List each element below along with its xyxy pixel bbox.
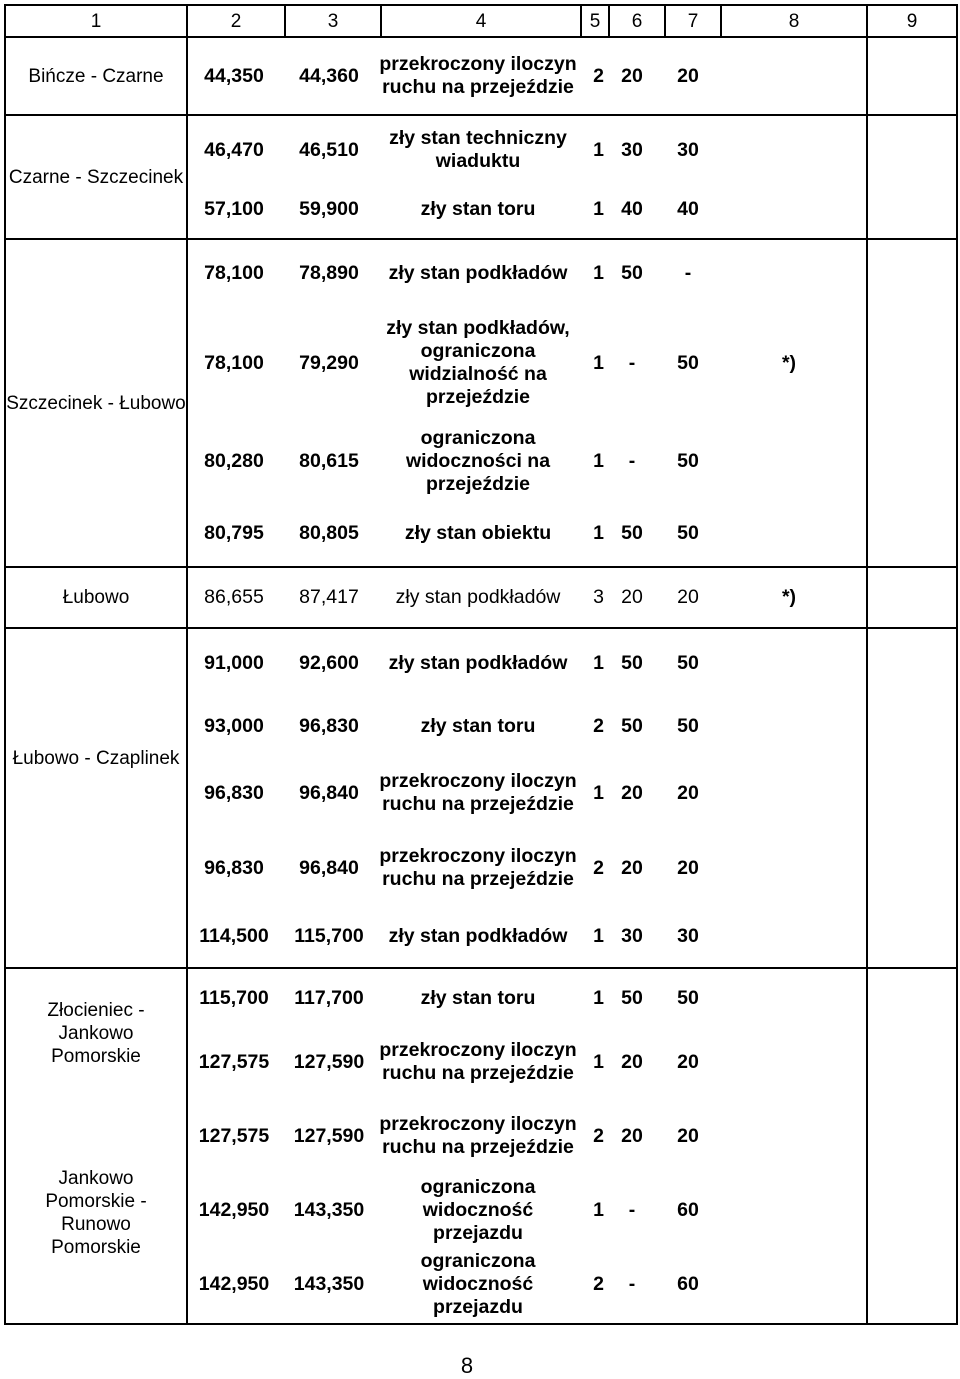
tracks: 2 (593, 64, 604, 87)
km-from: 86,655 (204, 586, 264, 608)
entry (188, 241, 866, 305)
tracks: 1 (593, 986, 604, 1009)
tracks: 1 (593, 351, 604, 374)
tracks: 1 (593, 924, 604, 947)
speed-1: - (628, 1198, 636, 1221)
km-from: 96,830 (204, 856, 264, 879)
empty-cell (867, 968, 957, 1324)
speed-1: 20 (621, 586, 643, 608)
km-to: 59,900 (299, 197, 359, 220)
km-from: 115,700 (199, 986, 269, 1009)
km-to: 143,350 (293, 1272, 365, 1295)
speed-1: 30 (621, 924, 643, 947)
header-cell: 1 (5, 5, 187, 37)
entry (188, 569, 866, 626)
entry (188, 118, 866, 182)
reason: zły stan toru (420, 714, 536, 737)
empty-cell (867, 567, 957, 628)
entry (188, 1247, 866, 1321)
speed-2: 50 (677, 714, 699, 737)
header-row (5, 5, 957, 37)
speed-1: 20 (621, 64, 643, 87)
reason: ograniczona widoczność przejazdu (420, 1249, 536, 1318)
speed-2: 30 (677, 924, 699, 947)
km-to: 92,600 (299, 651, 359, 674)
entry (188, 1025, 866, 1099)
speed-2: - (684, 261, 692, 284)
km-from: 46,470 (204, 138, 264, 161)
speed-1: 20 (621, 1050, 643, 1073)
entry (188, 501, 866, 565)
entry (188, 1099, 866, 1173)
reason: zły stan podkładów (388, 261, 568, 284)
entry (188, 1173, 866, 1247)
section-name: Bińcze - Czarne (5, 37, 187, 115)
km-to: 117,700 (294, 986, 364, 1009)
entries-cell (187, 567, 867, 628)
reason: zły stan obiektu (404, 521, 552, 544)
reason: przekroczony iloczyn ruchu na przejeździe (379, 845, 577, 890)
tracks: 1 (593, 781, 604, 804)
entry (188, 756, 866, 830)
empty-cell (867, 115, 957, 239)
header-cell: 5 (581, 5, 609, 37)
km-from: 80,795 (204, 521, 264, 544)
header-cell: 8 (721, 5, 867, 37)
reason: zły stan podkładów (395, 586, 561, 608)
km-to: 127,590 (293, 1050, 365, 1073)
speed-2: 50 (677, 449, 699, 472)
entry (188, 906, 866, 966)
header-cell: 2 (187, 5, 285, 37)
km-from: 93,000 (204, 714, 264, 737)
header-cell: 9 (867, 5, 957, 37)
km-to: 79,290 (299, 351, 359, 374)
table-row (5, 37, 957, 115)
section-name: Czarne - Szczecinek (5, 115, 187, 239)
empty-cell (867, 628, 957, 968)
km-from: 57,100 (204, 197, 264, 220)
entries-cell (187, 239, 867, 567)
speed-2: 60 (677, 1198, 699, 1221)
km-from: 142,950 (198, 1272, 270, 1295)
km-from: 96,830 (204, 781, 264, 804)
section-name: Jankowo Pomorskie - Runowo Pomorskie (45, 1168, 147, 1258)
reason: zły stan techniczny wiaduktu (389, 127, 567, 172)
header-cell: 3 (285, 5, 381, 37)
speed-2: 30 (677, 138, 699, 161)
table-row (5, 239, 957, 567)
entry (188, 971, 866, 1025)
entries-cell (187, 628, 867, 968)
km-to: 96,830 (299, 714, 359, 737)
entry (188, 421, 866, 501)
speed-2: 50 (677, 521, 699, 544)
tracks: 1 (593, 197, 604, 220)
entry (188, 39, 866, 113)
speed-2: 20 (677, 1050, 699, 1073)
speed-1: 20 (621, 1124, 643, 1147)
empty-cell (867, 37, 957, 115)
km-from: 80,280 (204, 449, 264, 472)
speed-2: 20 (677, 1124, 699, 1147)
speed-2: 20 (677, 586, 699, 608)
entries-cell (187, 37, 867, 115)
km-to: 96,840 (299, 781, 359, 804)
tracks: 1 (593, 521, 604, 544)
speed-1: 20 (621, 781, 643, 804)
km-from: 114,500 (199, 924, 269, 947)
km-to: 143,350 (293, 1198, 365, 1221)
reason: zły stan podkładów (388, 651, 568, 674)
reason: ograniczona widoczność przejazdu (420, 1175, 536, 1244)
km-from: 44,350 (204, 64, 264, 87)
section-name: Łubowo (5, 567, 187, 628)
km-from: 91,000 (204, 651, 264, 674)
km-from: 127,575 (198, 1124, 270, 1147)
reason: ograniczona widoczności na przejeździe (405, 426, 551, 495)
km-to: 80,615 (299, 449, 359, 472)
speed-2: 50 (677, 986, 699, 1009)
table-row (5, 115, 957, 239)
reason: zły stan toru (420, 986, 536, 1009)
tracks: 2 (593, 714, 604, 737)
reason: przekroczony iloczyn ruchu na przejeździe (379, 53, 577, 98)
speed-1: 30 (621, 138, 643, 161)
empty-cell (867, 239, 957, 567)
speed-2: 50 (677, 651, 699, 674)
reason: przekroczony iloczyn ruchu na przejeździe (379, 1039, 577, 1084)
km-to: 115,700 (294, 924, 364, 947)
reason: przekroczony iloczyn ruchu na przejeździe (379, 770, 577, 815)
speed-2: 50 (677, 351, 699, 374)
tracks: 3 (593, 586, 604, 608)
km-from: 127,575 (198, 1050, 270, 1073)
entries-cell (187, 115, 867, 239)
table-row (5, 628, 957, 968)
section-name: Szczecinek - Łubowo (5, 239, 187, 567)
km-to: 96,840 (299, 856, 359, 879)
section-name: Złocieniec - Jankowo Pomorskie (47, 1000, 145, 1067)
note: *) (781, 351, 797, 374)
table-row (5, 968, 957, 1324)
tracks: 2 (593, 1124, 604, 1147)
section-name-pair (5, 968, 187, 1324)
speed-1: 20 (621, 856, 643, 879)
reason: zły stan podkładów, ograniczona widzialność na przejeździe (386, 317, 570, 408)
speed-1: 50 (621, 651, 643, 674)
reason: zły stan toru (420, 197, 536, 220)
entries-cell (187, 968, 867, 1324)
speed-2: 20 (677, 781, 699, 804)
tracks: 1 (593, 1198, 604, 1221)
tracks: 1 (593, 138, 604, 161)
km-to: 78,890 (299, 261, 359, 284)
tracks: 2 (593, 856, 604, 879)
entry (188, 182, 866, 236)
header-cell: 6 (609, 5, 665, 37)
header-cell: 7 (665, 5, 721, 37)
speed-1: 50 (621, 986, 643, 1009)
speed-1: 50 (621, 521, 643, 544)
speed-2: 20 (677, 64, 699, 87)
speed-1: - (628, 1272, 636, 1295)
entry (188, 305, 866, 421)
reason: przekroczony iloczyn ruchu na przejeździe (379, 1113, 577, 1158)
tracks: 1 (593, 651, 604, 674)
speed-1: 50 (621, 714, 643, 737)
note: *) (781, 586, 797, 608)
entry (188, 696, 866, 756)
speed-1: 40 (621, 197, 643, 220)
entry (188, 830, 866, 906)
header-cell: 4 (381, 5, 581, 37)
entry (188, 630, 866, 696)
km-from: 142,950 (198, 1198, 270, 1221)
km-to: 80,805 (299, 521, 359, 544)
km-to: 44,360 (299, 64, 359, 87)
speed-1: 50 (621, 261, 643, 284)
page-number: 8 (460, 1353, 474, 1378)
km-from: 78,100 (204, 261, 264, 284)
tracks: 1 (593, 261, 604, 284)
speed-2: 40 (677, 197, 699, 220)
km-from: 78,100 (204, 351, 264, 374)
km-to: 127,590 (293, 1124, 365, 1147)
reason: zły stan podkładów (388, 924, 568, 947)
speed-1: - (628, 449, 636, 472)
tracks: 1 (593, 1050, 604, 1073)
km-to: 87,417 (299, 586, 359, 608)
section-name: Łubowo - Czaplinek (5, 628, 187, 968)
speed-2: 60 (677, 1272, 699, 1295)
speed-2: 20 (677, 856, 699, 879)
km-to: 46,510 (299, 138, 359, 161)
tracks: 2 (593, 1272, 604, 1295)
speed-1: - (628, 351, 636, 374)
table-row (5, 567, 957, 628)
restrictions-table (4, 4, 958, 1325)
tracks: 1 (593, 449, 604, 472)
